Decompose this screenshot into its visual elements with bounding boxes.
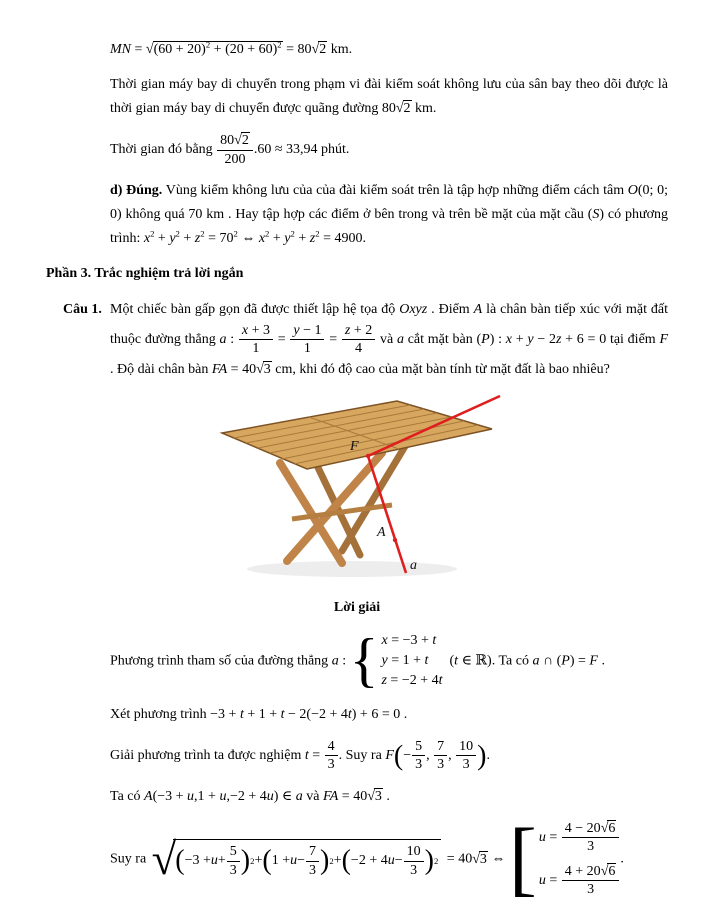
table-photo [192, 393, 522, 583]
question-1-text: Một chiếc bàn gấp gọn đã được thiết lập hệ tọa độ Oxyz . Điểm A là chân bàn tiếp xúc với mặt đất thuộc đường thẳng a : $\frac{x + 3}{1}$ = $\frac{y - 1}{1}$ = $\frac{z + 2}{4}$ và a cắt mặt bàn (P) : x + y − 2z + 6 = 0 tại điểm F . Độ dài chân bàn FA = 40√3 cm, khi đó độ cao của mặt bàn tính từ mặt đất là bao nhiêu? [110, 301, 668, 377]
para-substituted-equation: Xét phương trình −3 + t + 1 + t − 2(−2 + 4t) + 6 = 0 . [110, 706, 408, 722]
solution-heading: Lời giải [333, 599, 381, 615]
para-solve-t: Giải phương trình ta được nghiệm t = $\frac{4}{3}$ . Suy ra F(− $\frac{5}{3}$ , $\frac{7}{3}$ , $\frac{10}{3}$ ). [110, 738, 490, 773]
para-statement-d: d) Đúng. Vùng kiểm không lưu của của đài kiểm soát trên là tập hợp những điểm cách tâm O(0; 0; 0) không quá 70 km . Hay tập hợp các điểm ở bên trong và trên bề mặt của mặt cầu (S) có phương trình: $x^2 + y^2 + z^2 = 70^2$ ⇔ $x^2 + y^2 + z^2 = 4900$. [110, 183, 668, 247]
figure-label-F: F [350, 438, 359, 454]
table-shadow [247, 561, 457, 577]
formula-mn: MN = $√(60 + 20)^2 + (20 + 60)^2 = 80√2$ km. [110, 39, 353, 57]
table-figure [46, 393, 668, 588]
para-final-distance-equation: Suy ra √ ( −3 + u + $\frac{5}{3}$ ) 2 + ( 1 + u − $\frac{7}{3}$ ) 2 + ( −2 + 4 u − $\frac{10}{3}$ ) 2 = 40√3 ⇔ [ u = $\frac{4 - 20√6}{3}$ u = $\frac{4 + 20√6}{3}$ . [110, 812, 624, 906]
section-heading-part3: Phần 3. Trắc nghiệm trả lời ngắn [46, 266, 244, 282]
para-point-a-condition: Ta có A(−3 + u,1 + u,−2 + 4u) ∈ a và FA = 40√3 . [110, 788, 390, 804]
para-control-zone-time: Thời gian máy bay di chuyển trong phạm vi đài kiểm soát không lưu của sân bay theo dõi được là thời gian máy bay di chuyển được quãng đường 80√2 km. [110, 77, 668, 117]
point-F-marker [366, 454, 370, 458]
figure-label-A: A [377, 524, 386, 540]
question-1 [46, 298, 668, 382]
point-A-marker [393, 538, 397, 542]
question-1-label: Câu 1. [63, 301, 102, 317]
table-top [222, 401, 492, 469]
para-time-calculation: Thời gian đó bằng $\frac{80√2}{200}$ .60 ≈ 33,94 phút. [110, 133, 350, 167]
figure-label-a-line: a [410, 557, 417, 573]
para-parametric-equation: Phương trình tham số của đường thẳng a : { x = −3 + t y = 1 + t z = −2 + 4t (t ∈ ℝ). Ta có a ∩ (P) = F . [110, 627, 605, 695]
